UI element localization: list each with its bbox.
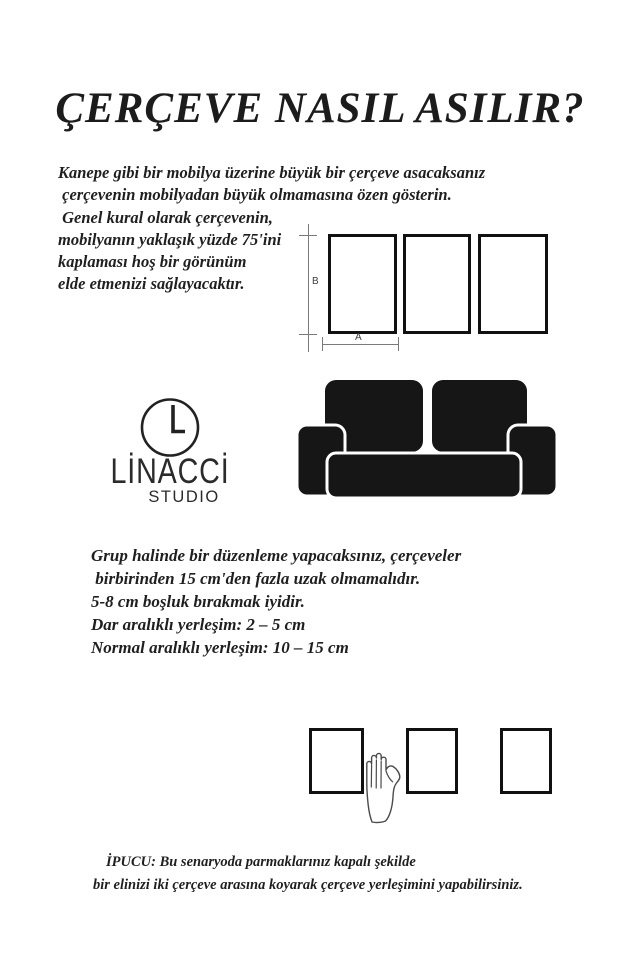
dimension-tick xyxy=(322,337,323,351)
frame-rect xyxy=(478,234,548,334)
tip-line: İPUCU: Bu senaryoda parmaklarınız kapalı şekilde xyxy=(106,854,416,870)
dimension-tick xyxy=(299,235,317,236)
frame-rect xyxy=(403,234,471,334)
frame-rect xyxy=(309,728,364,794)
dimension-line-vertical xyxy=(308,224,309,352)
logo-subtitle: STUDIO xyxy=(148,488,220,506)
intro-line: çerçevenin mobilyadan büyük olmamasına özen gösterin. xyxy=(58,185,452,205)
hand-icon xyxy=(363,750,403,824)
spacing-line: Grup halinde bir düzenleme yapacaksınız, çerçeveler xyxy=(91,546,462,565)
spacing-line: Dar aralıklı yerleşim: 2 – 5 cm xyxy=(91,615,306,634)
tip-text xyxy=(93,851,523,897)
spacing-paragraph xyxy=(91,544,461,659)
logo-name: LİNACCİ xyxy=(110,452,230,491)
tip-line: bir elinizi iki çerçeve arasına koyarak çerçeve yerleşimini yapabilirsiniz. xyxy=(93,877,523,893)
sofa-icon xyxy=(295,376,559,502)
intro-line: mobilyanın yaklaşık yüzde 75'ini xyxy=(58,229,282,249)
dimension-tick xyxy=(398,337,399,351)
spacing-line: birbirinden 15 cm'den fazla uzak olmamalıdır. xyxy=(91,569,421,588)
spacing-line: Normal aralıklı yerleşim: 10 – 15 cm xyxy=(91,638,349,657)
dimension-line-horizontal xyxy=(322,344,399,345)
dimension-a-label: A xyxy=(355,332,362,343)
page-title: ÇERÇEVE NASIL ASILIR? xyxy=(55,85,585,132)
frame-rect xyxy=(500,728,552,794)
frame-rect xyxy=(406,728,458,794)
dimension-tick xyxy=(299,334,317,335)
spacing-line: 5-8 cm boşluk bırakmak iyidir. xyxy=(91,592,305,611)
intro-line: elde etmenizi sağlayacaktır. xyxy=(58,274,245,294)
intro-line: kaplaması hoş bir görünüm xyxy=(58,252,247,272)
dimension-b-label: B xyxy=(312,276,319,287)
frame-rect xyxy=(328,234,397,334)
intro-line: Kanepe gibi bir mobilya üzerine büyük bir çerçeve asacaksanız xyxy=(58,163,486,182)
intro-line: Genel kural olarak çerçevenin, xyxy=(58,207,273,227)
